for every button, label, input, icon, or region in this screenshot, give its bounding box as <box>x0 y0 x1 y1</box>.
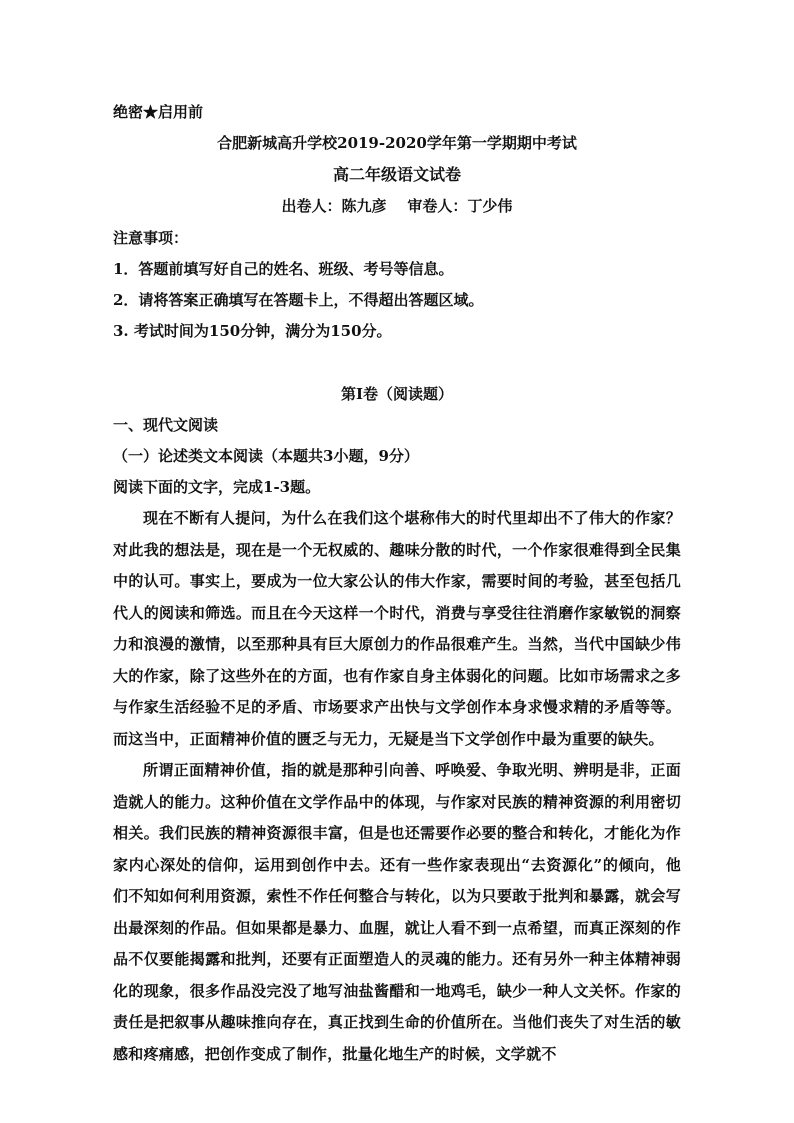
exam-title: 高二年级语文试卷 <box>332 165 461 184</box>
part-title: 一、现代文阅读 <box>113 416 219 434</box>
sub-section-title: （一）论述类文本阅读（本题共3小题，9分） <box>113 447 419 465</box>
notes-heading: 注意事项： <box>113 229 189 247</box>
note-item-2: 2．请将答案正确填写在答题卡上，不得超出答题区域。 <box>113 291 484 309</box>
school-title: 合肥新城高升学校2019-2020学年第一学期期中考试 <box>217 134 577 152</box>
note-item-3: 3. 考试时间为150分钟，满分为150分。 <box>113 322 392 340</box>
passage-paragraph-1: 现在不断有人提问，为什么在我们这个堪称伟大的时代里却出不了伟大的作家？对此我的想法是，现在是一个无权威的、趣味分散的时代，一个作家很难得到全民集中的认可。事实上，要成为一位大家公认的伟大作家，需要时间的考验，甚至包括几代人的阅读和筛选。而且在今天这样一个时代，消费与享受往往消磨作家敏锐的洞察力和浪漫的激情，以至那种具有巨大原创力的作品很难产生。当然，当代中国缺少伟大的作家，除了这些外在的方面，也有作家自身主体弱化的问题。比如市场需求之多与作家生活经验不足的矛盾、市场要求产出快与文学创作本身求慢求精的矛盾等等。而这当中，正面精神价值的匮乏与无力，无疑是当下文学创作中最为重要的缺失。 <box>113 509 681 748</box>
author-line: 出卷人：陈九彦 审卷人：丁少伟 <box>281 197 513 215</box>
reading-instruction: 阅读下面的文字，完成1-3题。 <box>113 478 321 496</box>
secret-label: 绝密★启用前 <box>113 103 204 121</box>
note-item-1: 1．答题前填写好自己的姓名、班级、考号等信息。 <box>113 260 454 278</box>
passage-paragraph-2: 所谓正面精神价值，指的就是那种引向善、呼唤爱、争取光明、辨明是非，正面造就人的能力。这种价值在文学作品中的体现，与作家对民族的精神资源的利用密切相关。我们民族的精神资源很丰富，但是也还需要作必要的整合和转化，才能化为作家内心深处的信仰，运用到创作中去。还有一些作家表现出“去资源化”的倾向，他们不知如何利用资源，索性不作任何整合与转化，以为只要敢于批判和暴露，就会写出最深刻的作品。但如果都是暴力、血腥，就让人看不到一点希望，而真正深刻的作品不仅要能揭露和批判，还要有正面塑造人的灵魂的能力。还有另外一种主体精神弱化的现象，很多作品没完没了地写油盐酱醋和一地鸡毛，缺少一种人文关怀。作家的责任是把叙事从趣味推向存在，真正找到生命的价值所在。当他们丧失了对生活的敏感和疼痛感，把创作变成了制作，批量化地生产的时候，文学就不 <box>113 761 681 1063</box>
volume-title: 第I卷（阅读题） <box>340 385 454 403</box>
